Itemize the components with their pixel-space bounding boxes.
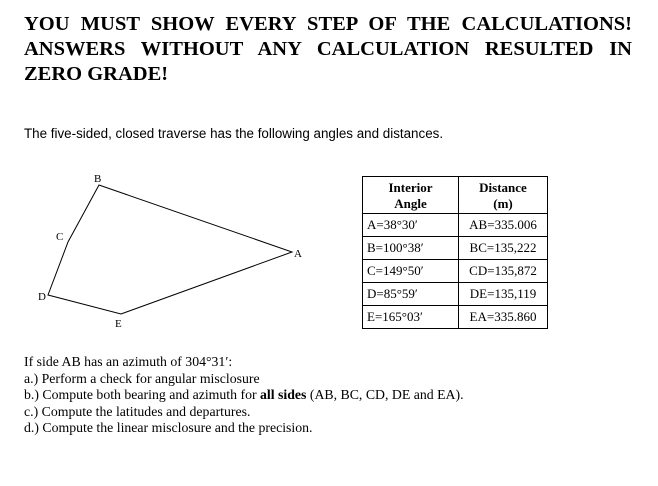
table-row — [363, 260, 548, 283]
warning-line: YOU MUST SHOW EVERY STEP OF THE CALCULATIONS! — [24, 13, 632, 35]
table-row — [363, 283, 548, 306]
traverse-diagram — [22, 168, 322, 338]
distance-cell: AB=335.006 — [459, 214, 548, 237]
station-label-a: A — [294, 248, 302, 260]
warning-line: ANSWERS WITHOUT ANY CALCULATION RESULTED IN — [24, 38, 632, 60]
station-label-d: D — [38, 291, 46, 303]
table-row — [363, 214, 548, 237]
task-b-emphasis: all sides — [260, 387, 307, 403]
angle-cell: B=100°38′ — [363, 237, 459, 260]
distance-cell: CD=135,872 — [459, 260, 548, 283]
warning-line: ZERO GRADE! — [24, 63, 169, 85]
traverse-data-table — [362, 176, 548, 329]
table-header-row — [363, 177, 548, 214]
distance-cell: DE=135,119 — [459, 283, 548, 306]
traverse-polygon — [48, 185, 292, 314]
task-b: b.) Compute both bearing and azimuth for all sides (AB, BC, CD, DE and EA). — [24, 387, 464, 403]
task-c: c.) Compute the latitudes and departures. — [24, 403, 251, 419]
angle-cell: A=38°30′ — [363, 214, 459, 237]
given-azimuth: If side AB has an azimuth of 304°31′: — [24, 354, 233, 369]
angle-cell: D=85°59′ — [363, 283, 459, 306]
angle-cell: E=165°03′ — [363, 306, 459, 329]
station-label-b: B — [94, 173, 102, 185]
distance-cell: EA=335.860 — [459, 306, 548, 329]
task-d: d.) Compute the linear misclosure and the precision. — [24, 420, 313, 436]
station-label-e: E — [115, 318, 122, 330]
intro-text: The five-sided, closed traverse has the following angles and distances. — [24, 126, 444, 141]
distance-header: Distance (m) — [459, 177, 548, 214]
task-a: a.) Perform a check for angular misclosure — [24, 370, 260, 386]
interior-angle-header: Interior Angle — [363, 177, 459, 214]
task-list — [24, 354, 464, 437]
table-row — [363, 237, 548, 260]
table-row — [363, 306, 548, 329]
distance-cell: BC=135,222 — [459, 237, 548, 260]
angle-cell: C=149°50′ — [363, 260, 459, 283]
station-label-c: C — [56, 231, 64, 243]
warning-heading — [24, 12, 632, 87]
